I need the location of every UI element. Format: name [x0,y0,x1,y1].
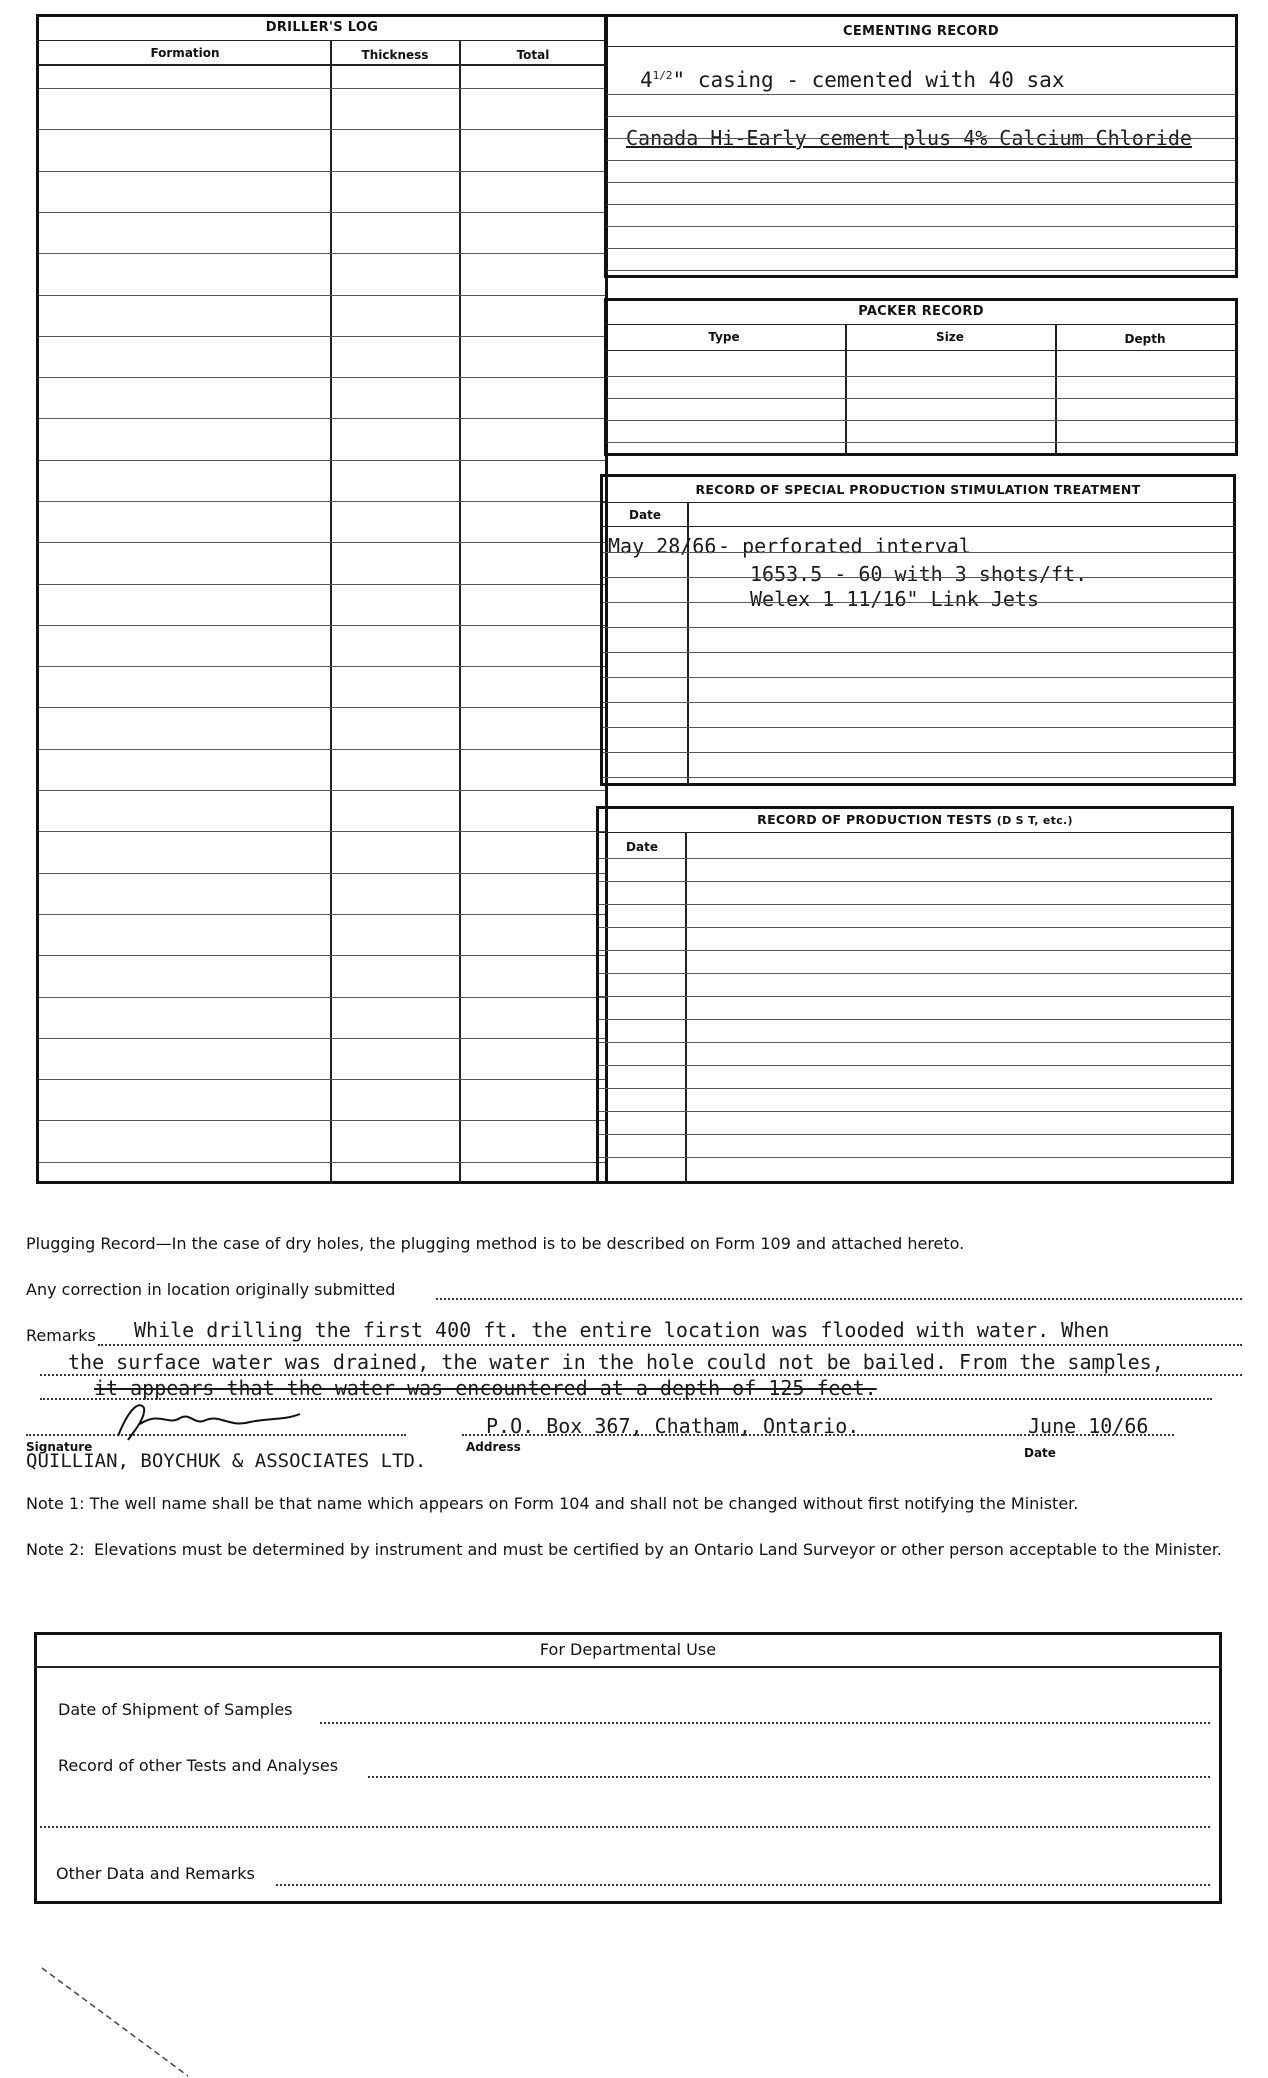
ruled-row [607,160,1235,161]
ruled-row [599,996,1231,997]
divider [34,1666,1222,1668]
address-label: Address [466,1440,521,1454]
ruled-row [599,973,1231,974]
packer-record-title: PACKER RECORD [858,304,984,319]
col-size-header: Size [936,330,964,344]
ruled-row [39,914,605,915]
stimulation-line-3: Welex 1 11/16" Link Jets [750,587,1039,611]
remarks-line-2: the surface water was drained, the water in the hole could not be bailed. From the samples, [68,1350,1164,1374]
ruled-row [599,1065,1231,1066]
signature-label: Signature [26,1440,93,1454]
col-date-header: Date [629,508,661,522]
divider [36,64,608,66]
ruled-row [39,1162,605,1163]
ruled-row [39,253,605,254]
ruled-row [39,1079,605,1080]
ruled-row [39,129,605,130]
ruled-row [599,1042,1231,1043]
stimulation-title: RECORD OF SPECIAL PRODUCTION STIMULATION TREATMENT [695,482,1141,497]
cementing-line-1-fraction: 1/2 [652,69,673,82]
ruled-row [599,1134,1231,1135]
shipment-line [320,1722,1210,1724]
ruled-row [607,270,1235,271]
note-2-text: Elevations must be determined by instrument and must be certified by an Ontario Land Surveyor or other person acceptable to the Minister. [94,1540,1223,1559]
col-formation-header: Formation [150,46,220,60]
col-total-header: Total [516,48,550,62]
correction-label: Any correction in location originally submitted [26,1280,396,1299]
stimulation-date: May 28/66 [608,534,717,558]
col-thickness-header: Thickness [361,48,429,62]
note-1 [26,1494,1078,1513]
departmental-title: For Departmental Use [539,1640,717,1659]
remarks-label: Remarks [26,1326,96,1345]
cementing-record-title: CEMENTING RECORD [843,24,999,39]
divider [604,324,1238,325]
ruled-row [599,1088,1231,1089]
ruled-row [39,418,605,419]
correction-line [436,1298,1242,1300]
ruled-row [39,212,605,213]
cementing-line-1-number: 4 [640,68,653,92]
divider [604,350,1238,351]
ruled-row [603,652,1233,653]
stimulation-line-2: 1653.5 - 60 with 3 shots/ft. [750,562,1088,586]
ruled-row [39,1038,605,1039]
column-divider [1055,324,1057,456]
ruled-row [39,336,605,337]
ruled-row [39,790,605,791]
ruled-row [603,602,1233,603]
ruled-row [607,226,1235,227]
address-line [462,1434,1022,1436]
note-1-text: The well name shall be that name which appears on Form 104 and shall not be changed without first notifying the Minister. [89,1494,1079,1513]
ruled-row [603,777,1233,778]
ruled-row [599,1111,1231,1112]
production-tests-table [596,806,1234,1184]
signature-address: P.O. Box 367, Chatham, Ontario. [486,1414,860,1438]
shipment-label: Date of Shipment of Samples [58,1700,293,1719]
scan-artifact-line [40,1966,190,2078]
divider [600,502,1236,503]
ruled-row [607,94,1235,95]
remarks-line-3: it appears that the water was encountered at a depth of 125 feet. [94,1376,877,1400]
ruled-row [39,666,605,667]
remarks-line [98,1344,1242,1346]
other-data-line [276,1884,1210,1886]
date-label: Date [1024,1446,1056,1460]
other-data-label: Other Data and Remarks [56,1864,255,1883]
ruled-row [599,927,1231,928]
col-type-header: Type [708,330,740,344]
production-tests-title-suffix: (D S T, etc.) [996,814,1073,827]
note-1-label: Note 1: [26,1494,85,1513]
ruled-row [603,577,1233,578]
ruled-row [607,182,1235,183]
column-divider [845,324,847,456]
cementing-line-1-text: " casing - cemented with 40 sax [672,68,1065,92]
ruled-row [603,727,1233,728]
handwritten-signature [110,1396,310,1446]
ruled-row [599,881,1231,882]
ruled-row [39,873,605,874]
stimulation-line-1: - perforated interval [718,534,971,558]
ruled-row [39,460,605,461]
tests-line [368,1776,1210,1778]
col-date-header: Date [626,840,658,854]
ruled-row [607,138,1235,139]
ruled-row [39,501,605,502]
note-2-label: Note 2: [26,1540,85,1559]
ruled-row [39,584,605,585]
divider [596,832,1234,833]
ruled-row [39,625,605,626]
ruled-row [607,204,1235,205]
ruled-row [39,377,605,378]
ruled-row [607,420,1235,421]
ruled-row [39,171,605,172]
ruled-row [607,442,1235,443]
divider [36,40,608,41]
cementing-line-2: Canada Hi-Early cement plus 4% Calcium Chloride [626,126,1192,150]
remarks-line-1: While drilling the first 400 ft. the entire location was flooded with water. When [134,1318,1110,1342]
ruled-row [599,950,1231,951]
date-line [1024,1434,1174,1436]
packer-record-table [604,298,1238,456]
ruled-row [603,677,1233,678]
tests-line-2 [40,1826,1210,1828]
divider [600,526,1236,527]
ruled-row [603,627,1233,628]
drillers-log-table [36,14,608,1184]
column-divider [685,832,687,1184]
ruled-row [607,116,1235,117]
ruled-row [39,295,605,296]
ruled-row [39,707,605,708]
drillers-log-title: DRILLER'S LOG [265,20,379,35]
ruled-row [603,752,1233,753]
ruled-row [607,376,1235,377]
ruled-row [39,542,605,543]
ruled-row [39,831,605,832]
tests-label: Record of other Tests and Analyses [58,1756,339,1775]
ruled-row [599,858,1231,859]
ruled-row [603,702,1233,703]
ruled-row [607,398,1235,399]
ruled-row [39,88,605,89]
ruled-row [607,248,1235,249]
plugging-record-text: Plugging Record—In the case of dry holes, the plugging method is to be described on Form 109 and attached hereto. [26,1234,965,1253]
stimulation-table [600,474,1236,786]
production-tests-title [596,812,1234,827]
ruled-row [39,1120,605,1121]
company-name: QUILLIAN, BOYCHUK & ASSOCIATES LTD. [26,1450,427,1472]
signature-date: June 10/66 [1028,1414,1149,1438]
ruled-row [603,552,1233,553]
production-tests-title-text: RECORD OF PRODUCTION TESTS [757,812,993,827]
ruled-row [39,997,605,998]
ruled-row [39,955,605,956]
divider [604,46,1238,47]
cementing-line-1 [640,68,1064,92]
ruled-row [599,904,1231,905]
ruled-row [599,1019,1231,1020]
col-depth-header: Depth [1124,332,1166,346]
ruled-row [39,749,605,750]
ruled-row [599,1157,1231,1158]
